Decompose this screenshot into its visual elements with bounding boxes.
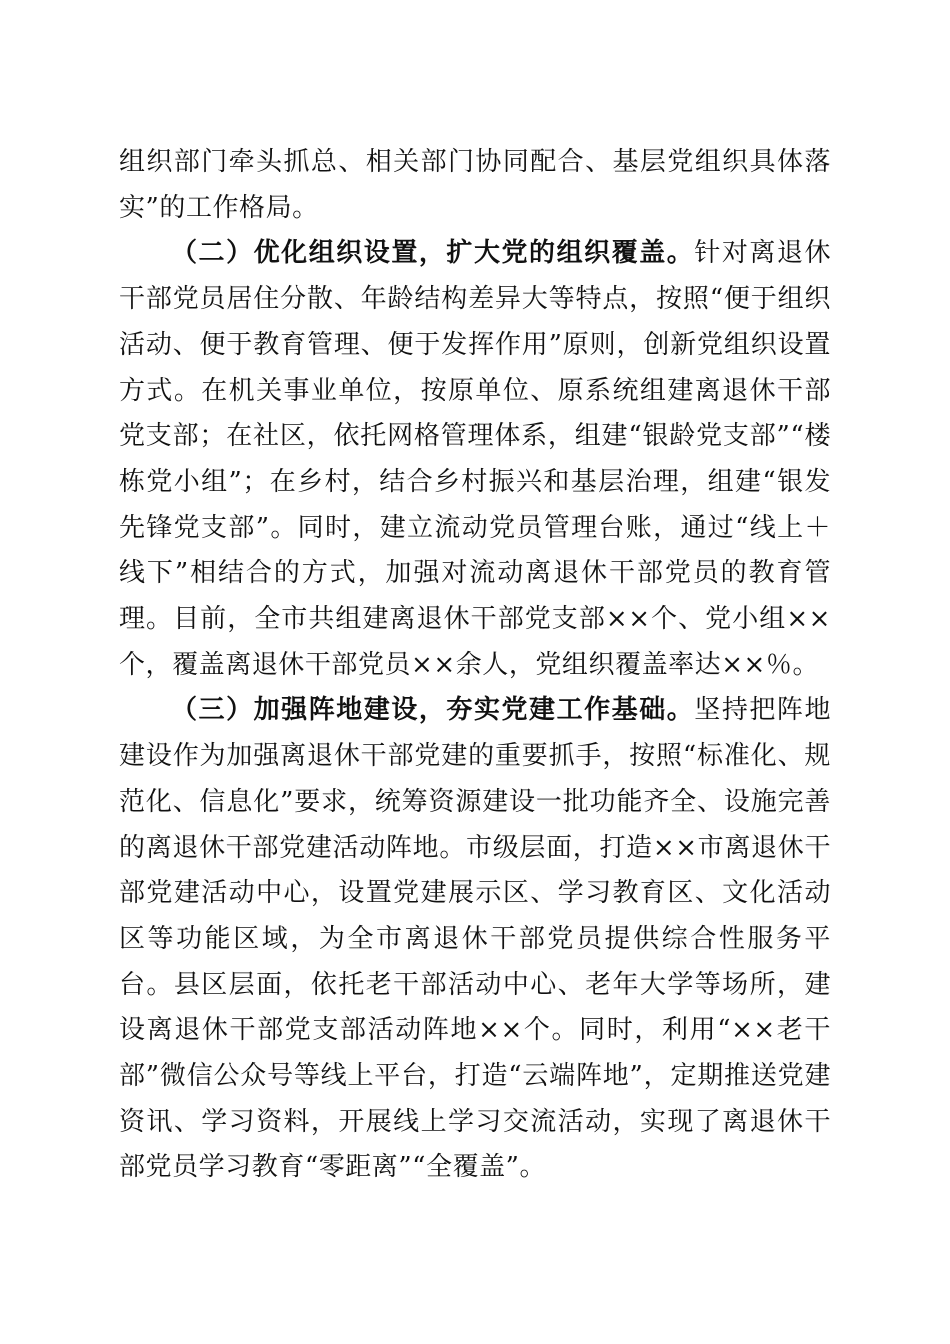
section-heading-3: （三）加强阵地建设，夯实党建工作基础。 bbox=[171, 695, 695, 726]
document-body bbox=[119, 140, 831, 1191]
paragraph-text: 针对离退休干部党员居住分散、年龄结构差异大等特点，按照“便于组织活动、便于教育管理、便于发挥作用”原则，创新党组织设置方式。在机关事业单位，按原单位、原系统组建离退休干部党支部；在社区，依托网格管理体系，组建“银龄党支部”“楼栋党小组”；在乡村，结合乡村振兴和基层治理，组建“银发先锋党支部”。同时，建立流动党员管理台账，通过“线上＋线下”相结合的方式，加强对流动离退休干部党员的教育管理。目前，全市共组建离退休干部党支部××个、党小组××个，覆盖离退休干部党员××余人，党组织覆盖率达××％。 bbox=[119, 238, 831, 680]
section-heading-2: （二）优化组织设置，扩大党的组织覆盖。 bbox=[171, 238, 695, 269]
paragraph-text: 组织部门牵头抓总、相关部门协同配合、基层党组织具体落实”的工作格局。 bbox=[119, 147, 831, 223]
paragraph-position-building bbox=[119, 688, 831, 1191]
paragraph-text: 坚持把阵地建设作为加强离退休干部党建的重要抓手，按照“标准化、规范化、信息化”要求，统筹资源建设一批功能齐全、设施完善的离退休干部党建活动阵地。市级层面，打造××市离退休干部党建活动中心，设置党建展示区、学习教育区、文化活动区等功能区域，为全市离退休干部党员提供综合性服务平台。县区层面，依托老干部活动中心、老年大学等场所，建设离退休干部党支部活动阵地××个。同时，利用“××老干部”微信公众号等线上平台，打造“云端阵地”，定期推送党建资讯、学习资料，开展线上学习交流活动，实现了离退休干部党员学习教育“零距离”“全覆盖”。 bbox=[119, 695, 831, 1183]
paragraph-organization-setup bbox=[119, 231, 831, 688]
paragraph-continuation bbox=[119, 140, 831, 231]
